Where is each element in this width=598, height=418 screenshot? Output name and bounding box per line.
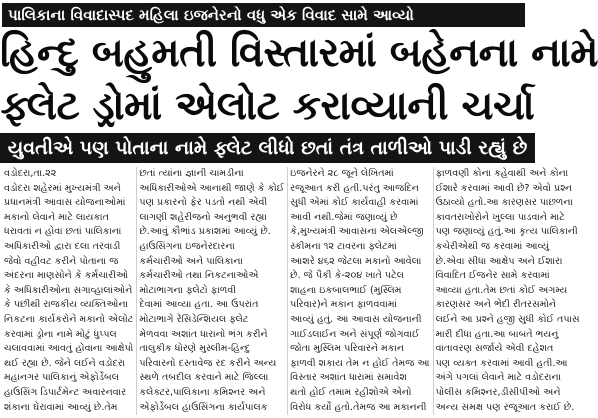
article-text-line: અધિકારીઓએ આનાથી જાણે કે કોઈ bbox=[139, 182, 285, 194]
article-text-line: ધરાવતાં ન હોવા છતાં પાલિકાના bbox=[4, 226, 122, 238]
article-text-line: ગાઈડલાઈન અને સંપૂર્ણ જોગવાઈ bbox=[290, 328, 420, 340]
article-text-line: જેવો વહીવટ કરીને પોતાના જ bbox=[4, 255, 119, 267]
article-text-line: છતાં ત્યાંના જ્ઞાની ચામડીના bbox=[139, 168, 244, 179]
article-text-line: અંદરના માણસોને કે કર્મચારીઓ bbox=[4, 270, 129, 282]
article-column-1 bbox=[4, 167, 133, 415]
article-text-line: વડોદરા શહેરમાં મુખ્યમંત્રી અને bbox=[4, 182, 121, 194]
article-text-line: અંગે પગલાં લેવાને માટે વડોદરાના bbox=[435, 372, 561, 384]
article-text-line: કે અધિકારીઓના સગાવ્હાલાંઓને bbox=[4, 284, 133, 296]
article-text-line: કર્મચારીઓ તથા નિકટનાઓએ bbox=[139, 270, 259, 282]
article-text-line: લાગણી શહેરીજનો અનુભવી રહ્યા bbox=[139, 211, 267, 223]
article-text-line: મોટાભાગના ફ્લેટો ફાળવી bbox=[139, 284, 237, 296]
headline-line-2: ફ્લેટ ડ્રોમાં એલોટ કરાવ્યાની ચર્ચા bbox=[0, 83, 535, 129]
article-text-line: કે,મુખ્યમંત્રી આવાસના એલએલ્જી bbox=[290, 226, 424, 238]
article-text-line: વિરોધ કર્યો હતો.તેમજ આ મકાનની bbox=[290, 401, 427, 413]
article-text-line: અન્ય સમક્ષ પણ રજૂઆત કરાઈ છે. bbox=[435, 401, 575, 413]
article-text-line: રજૂઆત કરી હતી.પરંતુ આજદિન bbox=[290, 182, 419, 194]
article-text-line: મારી દીધા હતા.આ બાબતે ભયનું bbox=[435, 328, 559, 340]
article-text-line: કારણસર અને ભેદી રીતરસમોને bbox=[435, 299, 557, 311]
article-column-3 bbox=[290, 167, 429, 415]
article-text-line: મકાનો લેવાને માટે લાયકાત bbox=[4, 211, 109, 223]
article-text-line: વાતાવરણ સર્જાયે એવી દહેશત bbox=[435, 343, 554, 355]
article-text-line: કાવતરાખોરોને ખુલ્લા પાડવાને માટે bbox=[435, 211, 565, 223]
article-text-line: હાઉસિંગ ડિપાર્ટમેન્ટ અવારનવાર bbox=[4, 386, 127, 398]
article-text-line: વિસ્તાર અશાંત ધારામાં સમાવેશ bbox=[290, 372, 407, 384]
article-text-line: છે.એવા સીધા આક્ષેપ અને ઈશારા bbox=[435, 255, 563, 267]
article-text-line: લઈને આ પ્રશ્ને હજી સુધી કોઈ તપાસ bbox=[435, 313, 580, 325]
article-text-line: પ્રધાનમંત્રી આવાસ યોજનાઓમાં bbox=[4, 197, 126, 209]
article-text-line: સ્થળે તબદીલ કરવાને માટે જિલ્લા bbox=[139, 372, 269, 384]
article-text-line: કરવામાં ડ્રોના નામે મોટું ધુપ્પલ bbox=[4, 328, 117, 340]
article-column-2 bbox=[139, 167, 284, 415]
article-text-line: ફાળવણી કોના કહેવાથી અને કોના bbox=[435, 168, 569, 179]
article-text-line: મોટાભાગે રેસિડેન્શિયલ ફ્લેટ bbox=[139, 313, 249, 325]
article-text-line: ઈશારે કરવામાં આવી છે? એવો પ્રશ્ન bbox=[435, 182, 573, 194]
article-text-line: કે પછીથી રાજકીય વ્યક્તિઓના bbox=[4, 299, 128, 311]
article-text-line: પરિવારનો દસ્તાવેજ રદ કરીને અન્ય bbox=[139, 357, 277, 369]
article-text-line: પણ પ્રકારનો ફેર પડતો નથી એવી bbox=[139, 197, 268, 209]
kicker-banner: પાલિકાના વિવાદાસ્પદ મહિલા ઇજનેરનો વધુ એક વિવાદ સામે આવ્યો bbox=[2, 3, 525, 27]
article-text-line: એફોર્ડેબલ હાઉસિંગના કાર્યપાલક bbox=[139, 401, 268, 413]
article-text-line: પોલીસ કમિશ્નર,ડીસીપીઓ અને bbox=[435, 386, 561, 398]
article-text-line: શાહના ઇકબાલભાઈ (મુસ્લિમ bbox=[290, 284, 402, 296]
article-text-line: કચેરીએથી જ કરવામાં આવ્યું bbox=[435, 240, 550, 252]
article-text-line: છે. જે પૈકી કે-૨૦૪ ખાતે પટેલ bbox=[290, 270, 404, 282]
article-text-line: દેવામાં આવ્યા હતા. આ ઉપરાંત bbox=[139, 299, 259, 311]
article-text-line: કલેક્ટર,પાલિકાના કમિશ્નર અને bbox=[139, 386, 266, 398]
article-text-line: અધિકારીઓ દ્વારા દલા તરવાડી bbox=[4, 240, 121, 252]
article-text-line: તાલુકીક ધોરણે મુસ્લીમ-હિન્દુ bbox=[139, 343, 251, 355]
article-text-line: આવ્યું હતું. આ આવાસ યોજનાની bbox=[290, 313, 422, 325]
article-text-line: પરિવાર)ને મકાન ફાળવવામાં bbox=[290, 299, 397, 311]
article-text-line: મહાનગર પાલિકાનું એફોર્ડેબલ bbox=[4, 372, 120, 384]
article-text-line: ફાળવી શકાય તેમ ન હોઈ તેમજ આ bbox=[290, 357, 430, 369]
article-text-line: હાઉસિંગના ઇજનેરદારના bbox=[139, 240, 235, 252]
article-column-4 bbox=[436, 167, 580, 415]
article-text-line: થતો હોઈ તમામ રહીશોએ એનો bbox=[290, 386, 412, 398]
article-text-line: વિવાદિત ઈજનેર સામે કરવામાં bbox=[435, 270, 550, 282]
article-text-line: ચલાવવામાં આવતું હોવાના આક્ષેપો bbox=[4, 343, 134, 355]
article-body bbox=[4, 167, 580, 415]
article-text-line: થઈ રહ્યા છે. જેને લઈને વડોદરા bbox=[4, 357, 126, 369]
article-text-line: મેળવવા અશાંત ધારાનો ભંગ કરીને bbox=[139, 328, 268, 340]
article-text-line: ઇજનેરને ૨૮ જૂને લેખિતમાં bbox=[290, 168, 394, 179]
article-text-line: આવી નથી.જેમાં જણાવ્યું છે bbox=[290, 211, 398, 223]
article-text-line: છે.આવું કૌભાંડ પ્રકાશમાં આવ્યું છે. bbox=[139, 226, 271, 238]
article-text-line: જોતા મુસ્લિમ પરિવારને મકાન bbox=[290, 343, 405, 355]
article-text-line: આશરે ૪૬૨ જેટલા મકાનો આવેલા bbox=[290, 255, 422, 267]
article-text-line: કર્મચારીઓ અને પાલિકાના bbox=[139, 255, 243, 267]
article-text-line: વડોદરા,તા.૨૨ bbox=[4, 168, 57, 179]
subheadline-banner: યુવતીએ પણ પોતાના નામે ફ્લેટ લીધો છતાં તંત્ર તાળીઓ પાડી રહ્યું છે bbox=[0, 133, 535, 163]
article-text-line: પણ વ્યક્ત કરવામાં આવી હતી.આ bbox=[435, 357, 568, 369]
article-text-line: પણ જણાવ્યું હતું.આ કૃત્ય પાલિકાની bbox=[435, 226, 578, 238]
headline-line-1: હિન્દુ બહુમતી વિસ્તારમાં બહેનના નામે bbox=[0, 30, 598, 76]
article-text-line: શંકાના ઘેરાવામાં આવ્યું છે.તેમ bbox=[4, 401, 118, 413]
article-text-line: સુધી એમાં કોઈ કાર્યવાહી કરવામાં bbox=[290, 197, 419, 209]
article-text-line: નિકટના કાર્યકરોને મકાનો એલોટ bbox=[4, 313, 134, 325]
article-text-line: સ્કીમના ૧૨ ટાવરના ફ્લેટમાં bbox=[290, 240, 397, 252]
article-text-line: ઉઠાવ્યો હતો.આ કારણસર પાછળના bbox=[435, 197, 573, 209]
article-text-line: આવ્યા હતા.તેમ છતાં કોઈ અગમ્ય bbox=[435, 284, 568, 296]
